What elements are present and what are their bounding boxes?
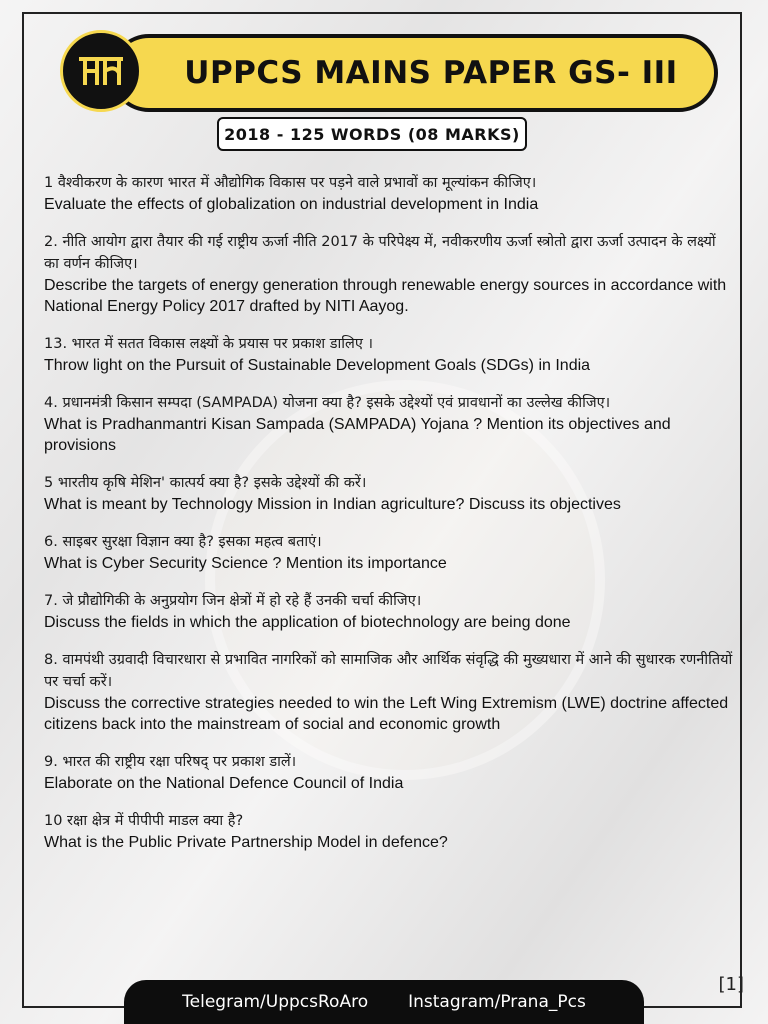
question-item [44, 531, 734, 574]
question-item [44, 231, 734, 317]
question-hindi: 6. साइबर सुरक्षा विज्ञान क्या है? इसका महत्व बताएं। [44, 534, 322, 550]
page-number: [1] [718, 974, 744, 995]
question-hindi: 9. भारत की राष्ट्रीय रक्षा परिषद् पर प्रकाश डालें। [44, 754, 297, 770]
prana-logo-icon [60, 30, 142, 112]
paper-subtitle: 2018 - 125 WORDS (08 MARKS) [217, 117, 527, 151]
question-hindi: 4. प्रधानमंत्री किसान सम्पदा (SAMPADA) योजना क्या है? इसके उद्देश्यों एवं प्रावधानों का उल्लेख कीजिए। [44, 395, 611, 411]
question-english: What is meant by Technology Mission in Indian agriculture? Discuss its objectives [44, 496, 621, 513]
question-english: What is the Public Private Partnership Model in defence? [44, 834, 448, 851]
question-item [44, 810, 734, 853]
question-hindi: 5 भारतीय कृषि मेशिन' कात्पर्य क्या है? इसके उद्देश्यों की करें। [44, 475, 367, 491]
question-english: Describe the targets of energy generation through renewable energy sources in accordance with National Energy Policy 2017 drafted by NITI Aayog. [44, 277, 727, 315]
question-item [44, 392, 734, 456]
question-hindi: 7. जे प्रौद्योगिकी के अनुप्रयोग जिन क्षेत्रों में हो रहे हैं उनकी चर्चा कीजिए। [44, 593, 422, 609]
footer-bar [124, 980, 644, 1024]
question-english: Discuss the fields in which the application of biotechnology are being done [44, 614, 571, 631]
question-hindi: 8. वामपंथी उग्रवादी विचारधारा से प्रभावित नागरिकों को सामाजिक और आर्थिक संवृद्धि की मुख्यधारा में आने की सुधारक रणनीतियों पर चर्चा करें। [44, 652, 733, 690]
question-item [44, 590, 734, 633]
question-hindi: 2. नीति आयोग द्वारा तैयार की गई राष्ट्रीय ऊर्जा नीति 2017 के परिपेक्ष्य में, नवीकरणीय ऊर्जा स्त्रोतो द्वारा ऊर्जा उत्पादन के लक्ष्यों का वर्णन कीजिए। [44, 234, 716, 272]
instagram-link[interactable]: Instagram/Prana_Pcs [408, 992, 586, 1012]
question-list [44, 172, 734, 869]
question-item [44, 333, 734, 376]
question-english: Throw light on the Pursuit of Sustainable Development Goals (SDGs) in India [44, 357, 591, 374]
question-item [44, 172, 734, 215]
telegram-link[interactable]: Telegram/UppcsRoAro [182, 992, 369, 1012]
question-hindi: 10 रक्षा क्षेत्र में पीपीपी माडल क्या है? [44, 813, 244, 829]
question-english: Discuss the corrective strategies needed to win the Left Wing Extremism (LWE) doctrine affected citizens back into the mainstream of social and economic growth [44, 695, 729, 733]
question-english: What is Cyber Security Science ? Mention its importance [44, 555, 447, 572]
question-english: What is Pradhanmantri Kisan Sampada (SAMPADA) Yojana ? Mention its objectives and provisions [44, 416, 671, 454]
page-title: UPPCS MAINS PAPER GS- III [184, 55, 678, 91]
question-hindi: 1 वैश्वीकरण के कारण भारत में औद्योगिक विकास पर पड़ने वाले प्रभावों का मूल्यांकन कीजिए। [44, 175, 537, 191]
logo-glyph [71, 41, 131, 101]
question-item [44, 472, 734, 515]
question-hindi: 13. भारत में सतत विकास लक्ष्यों के प्रयास पर प्रकाश डालिए । [44, 336, 374, 352]
header-banner [110, 34, 718, 112]
question-english: Evaluate the effects of globalization on industrial development in India [44, 196, 539, 213]
question-item [44, 751, 734, 794]
question-item [44, 649, 734, 735]
question-english: Elaborate on the National Defence Council of India [44, 775, 404, 792]
